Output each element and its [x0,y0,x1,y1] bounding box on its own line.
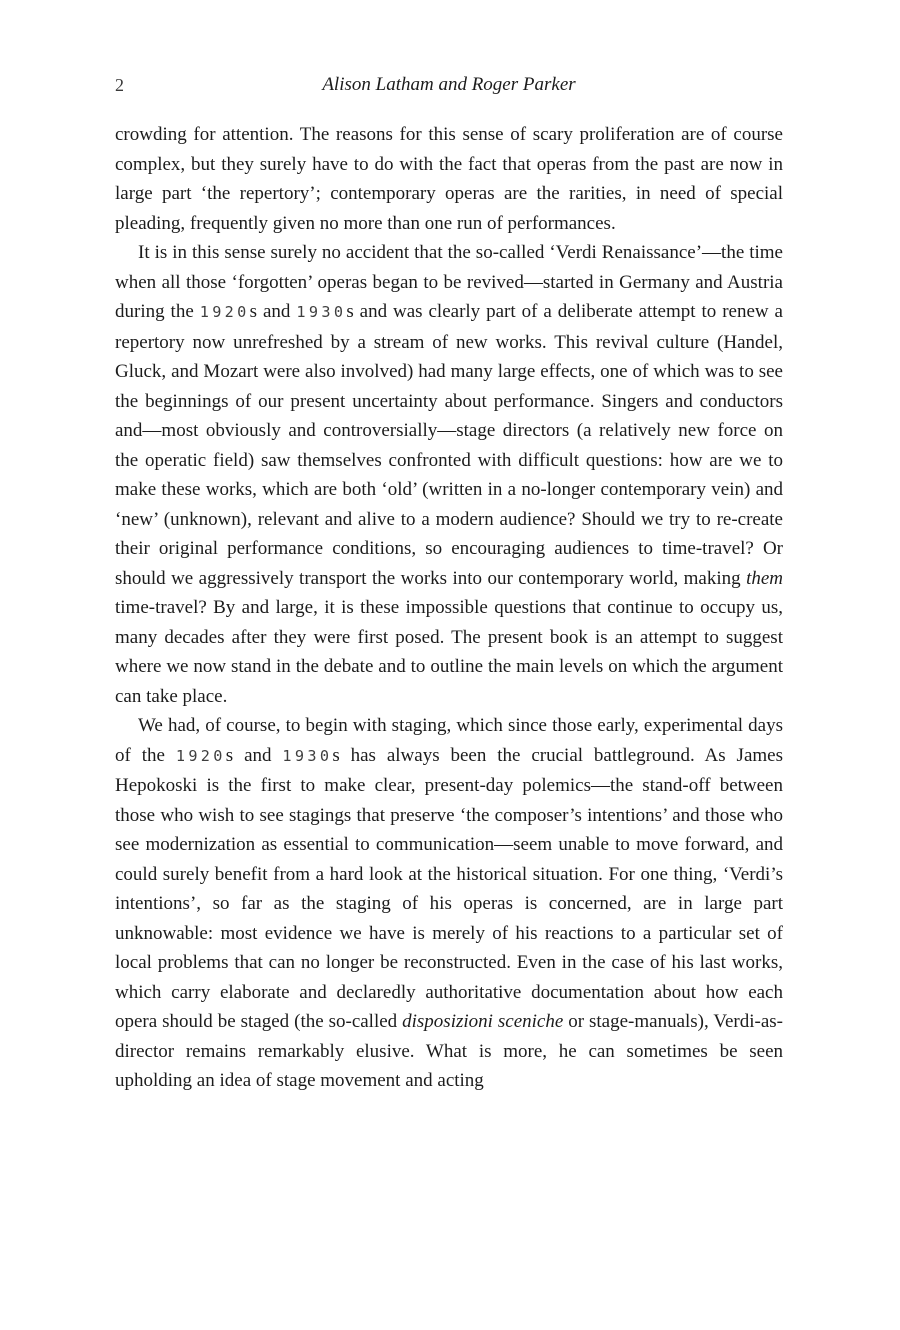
figure-text: 1920 [199,303,250,321]
body-run: s has always been the crucial battleground. As James Hepokoski is the first to make clear, present-day polemics—the stand-off between those who wish to see stagings that preserve ‘the composer’s intentions’ and those who see modernization as essential to communication—seem unable to move forward, and could surely benefit from a hard look at the historical situation. For one thing, ‘Verdi’s intentions’, so far as the staging of his operas is concerned, are in large part unknowable: most evidence we have is merely of his reactions to a particular set of local problems that can no longer be reconstructed. Even in the case of his last works, which carry elaborate and declaredly authoritative documentation about how each opera should be staged (the so-called [115,744,783,1032]
page-header [115,74,783,104]
paragraph [115,238,783,711]
figure-text: 1930 [282,746,333,765]
body-run: or stage-manuals), Verdi-as-director remains remarkably elusive. What is more, he can sometimes be seen upholding an idea of stage movement and acting [115,1011,783,1091]
figure-text: 1930 [296,303,347,321]
running-head: Alison Latham and Roger Parker [322,74,576,95]
body-run: s and was clearly part of a deliberate attempt to renew a repertory now unrefreshed by a stream of new works. This revival culture (Handel, Gluck, and Mozart were also involved) had many large effects, one of which was to see the beginnings of our present uncertainty about performance. Singers and conductors and—most obviously and controversially—stage directors (a relatively new force on the operatic field) saw themselves confronted with difficult questions: how are we to make these works, which are both ‘old’ (written in a no-longer contemporary vein) and ‘new’ (unknown), relevant and alive to a modern audience? Should we try to re-create their original performance conditions, so encouraging audiences to time-travel? Or should we aggressively transport the works into our contemporary world, making [115,301,783,589]
body-run: It is in this sense surely no accident that the so-called ‘Verdi Renaissance’—the time when all those ‘forgotten’ operas began to be revived—started in Germany and Austria during the [115,242,783,322]
paragraph [115,711,783,1096]
body-run: s and [225,744,283,766]
paragraph [115,120,783,238]
figure-text: 1920 [175,746,226,765]
page-number: 2 [115,75,124,95]
italic-text: them [746,567,783,589]
body-run: s and [249,301,297,322]
italic-text: disposizioni sceniche [402,1011,564,1032]
body-run: We had, of course, to begin with staging, which since those early, experimental days of the [115,715,783,766]
body-text [115,120,783,1096]
body-run: time-travel? By and large, it is these impossible questions that continue to occupy us, many decades after they were first posed. The present book is an attempt to suggest where we now stand in the debate and to outline the main levels on which the argument can take place. [115,597,783,707]
body-run: crowding for attention. The reasons for this sense of scary proliferation are of course complex, but they surely have to do with the fact that operas from the past are now in large part ‘the repertory’; contemporary operas are the rarities, in need of special pleading, frequently given no more than one run of performances. [115,124,783,234]
